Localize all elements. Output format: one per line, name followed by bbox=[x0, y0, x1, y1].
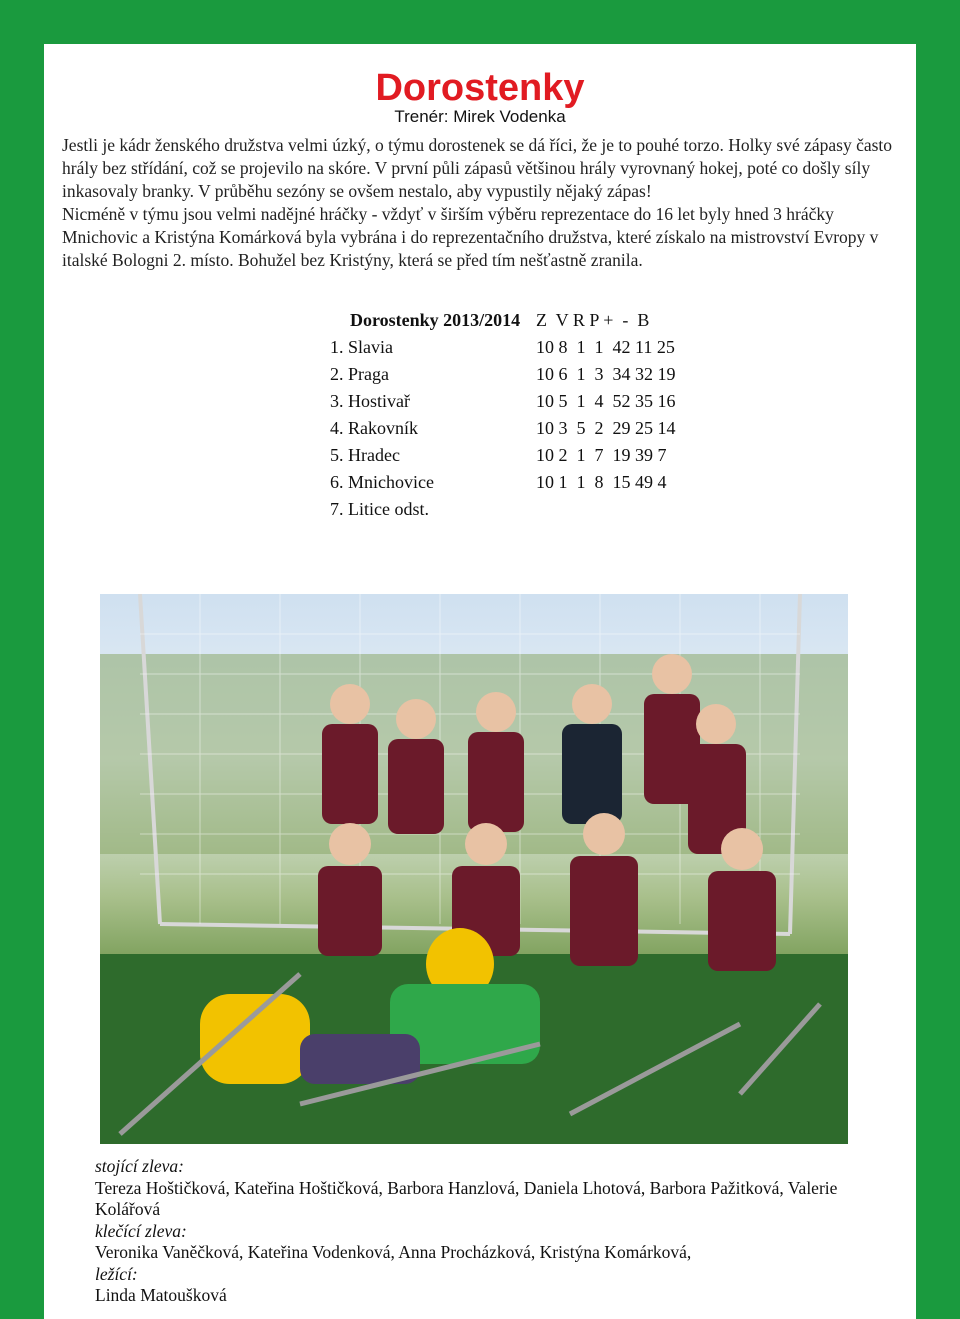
standings-header-title: Dorostenky 2013/2014 bbox=[350, 310, 521, 330]
team-name: 6. Mnichovice bbox=[330, 472, 434, 492]
team-name: 5. Hradec bbox=[330, 445, 400, 465]
photo-captions bbox=[95, 1156, 895, 1307]
page bbox=[44, 44, 916, 1319]
team-name: 3. Hostivař bbox=[330, 391, 410, 411]
standing-names: Tereza Hoštičková, Kateřina Hoštičková, Barbora Hanzlová, Daniela Lhotová, Barbora Pažitková, Valerie Kolářová bbox=[95, 1177, 838, 1219]
team-photo bbox=[100, 594, 848, 1144]
team-stats: 10 3 5 2 29 25 14 bbox=[536, 418, 676, 438]
team-stats: 10 6 1 3 34 32 19 bbox=[536, 364, 676, 384]
lying-names: Linda Matoušková bbox=[95, 1285, 227, 1305]
intro-paragraph-1: Jestli je kádr ženského družstva velmi úzký, o týmu dorostenek se dá říci, že je to pouhé torzo. Holky své zápasy často hrály bez střídání, což se projevilo na skóre. V první půli zápasů většinou hrály vyrovnaný hokej, poté co došly síly inkasovaly branky. V průběhu sezóny se ovšem nestalo, aby vypustily nějaký zápas! bbox=[62, 135, 893, 201]
standings-header-columns: Z V R P + - B bbox=[536, 310, 650, 330]
page-title: Dorostenky bbox=[375, 67, 585, 109]
kneeling-label: klečící zleva: bbox=[95, 1220, 187, 1241]
team-name: 4. Rakovník bbox=[330, 418, 418, 438]
team-stats: 10 1 1 8 15 49 4 bbox=[536, 472, 667, 492]
team-name: 1. Slavia bbox=[330, 337, 393, 357]
intro-text bbox=[62, 134, 902, 272]
team-name: 2. Praga bbox=[330, 364, 389, 384]
team-stats: 10 5 1 4 52 35 16 bbox=[536, 391, 676, 411]
coach-subtitle: Trenér: Mirek Vodenka bbox=[394, 107, 566, 126]
standing-label: stojící zleva: bbox=[95, 1156, 184, 1176]
team-photo-illustration bbox=[100, 594, 848, 1144]
lying-label: ležící: bbox=[95, 1263, 138, 1284]
team-name: 7. Litice odst. bbox=[330, 499, 429, 519]
kneeling-names: Veronika Vaněčková, Kateřina Vodenková, Anna Procházková, Kristýna Komárková, bbox=[95, 1242, 692, 1262]
team-stats: 10 2 1 7 19 39 7 bbox=[536, 445, 667, 465]
intro-paragraph-2: Nicméně v týmu jsou velmi nadějné hráčky - vždyť v širším výběru reprezentace do 16 let byly hned 3 hráčky Mnichovic a Kristýna Komárková byla vybrána i do reprezentačního družstva, které získalo na mistrovství Evropy v italské Bologni 2. místo. Bohužel bez Kristýny, která se před tím nešťastně zranila. bbox=[62, 204, 879, 270]
team-stats: 10 8 1 1 42 11 25 bbox=[536, 337, 675, 357]
